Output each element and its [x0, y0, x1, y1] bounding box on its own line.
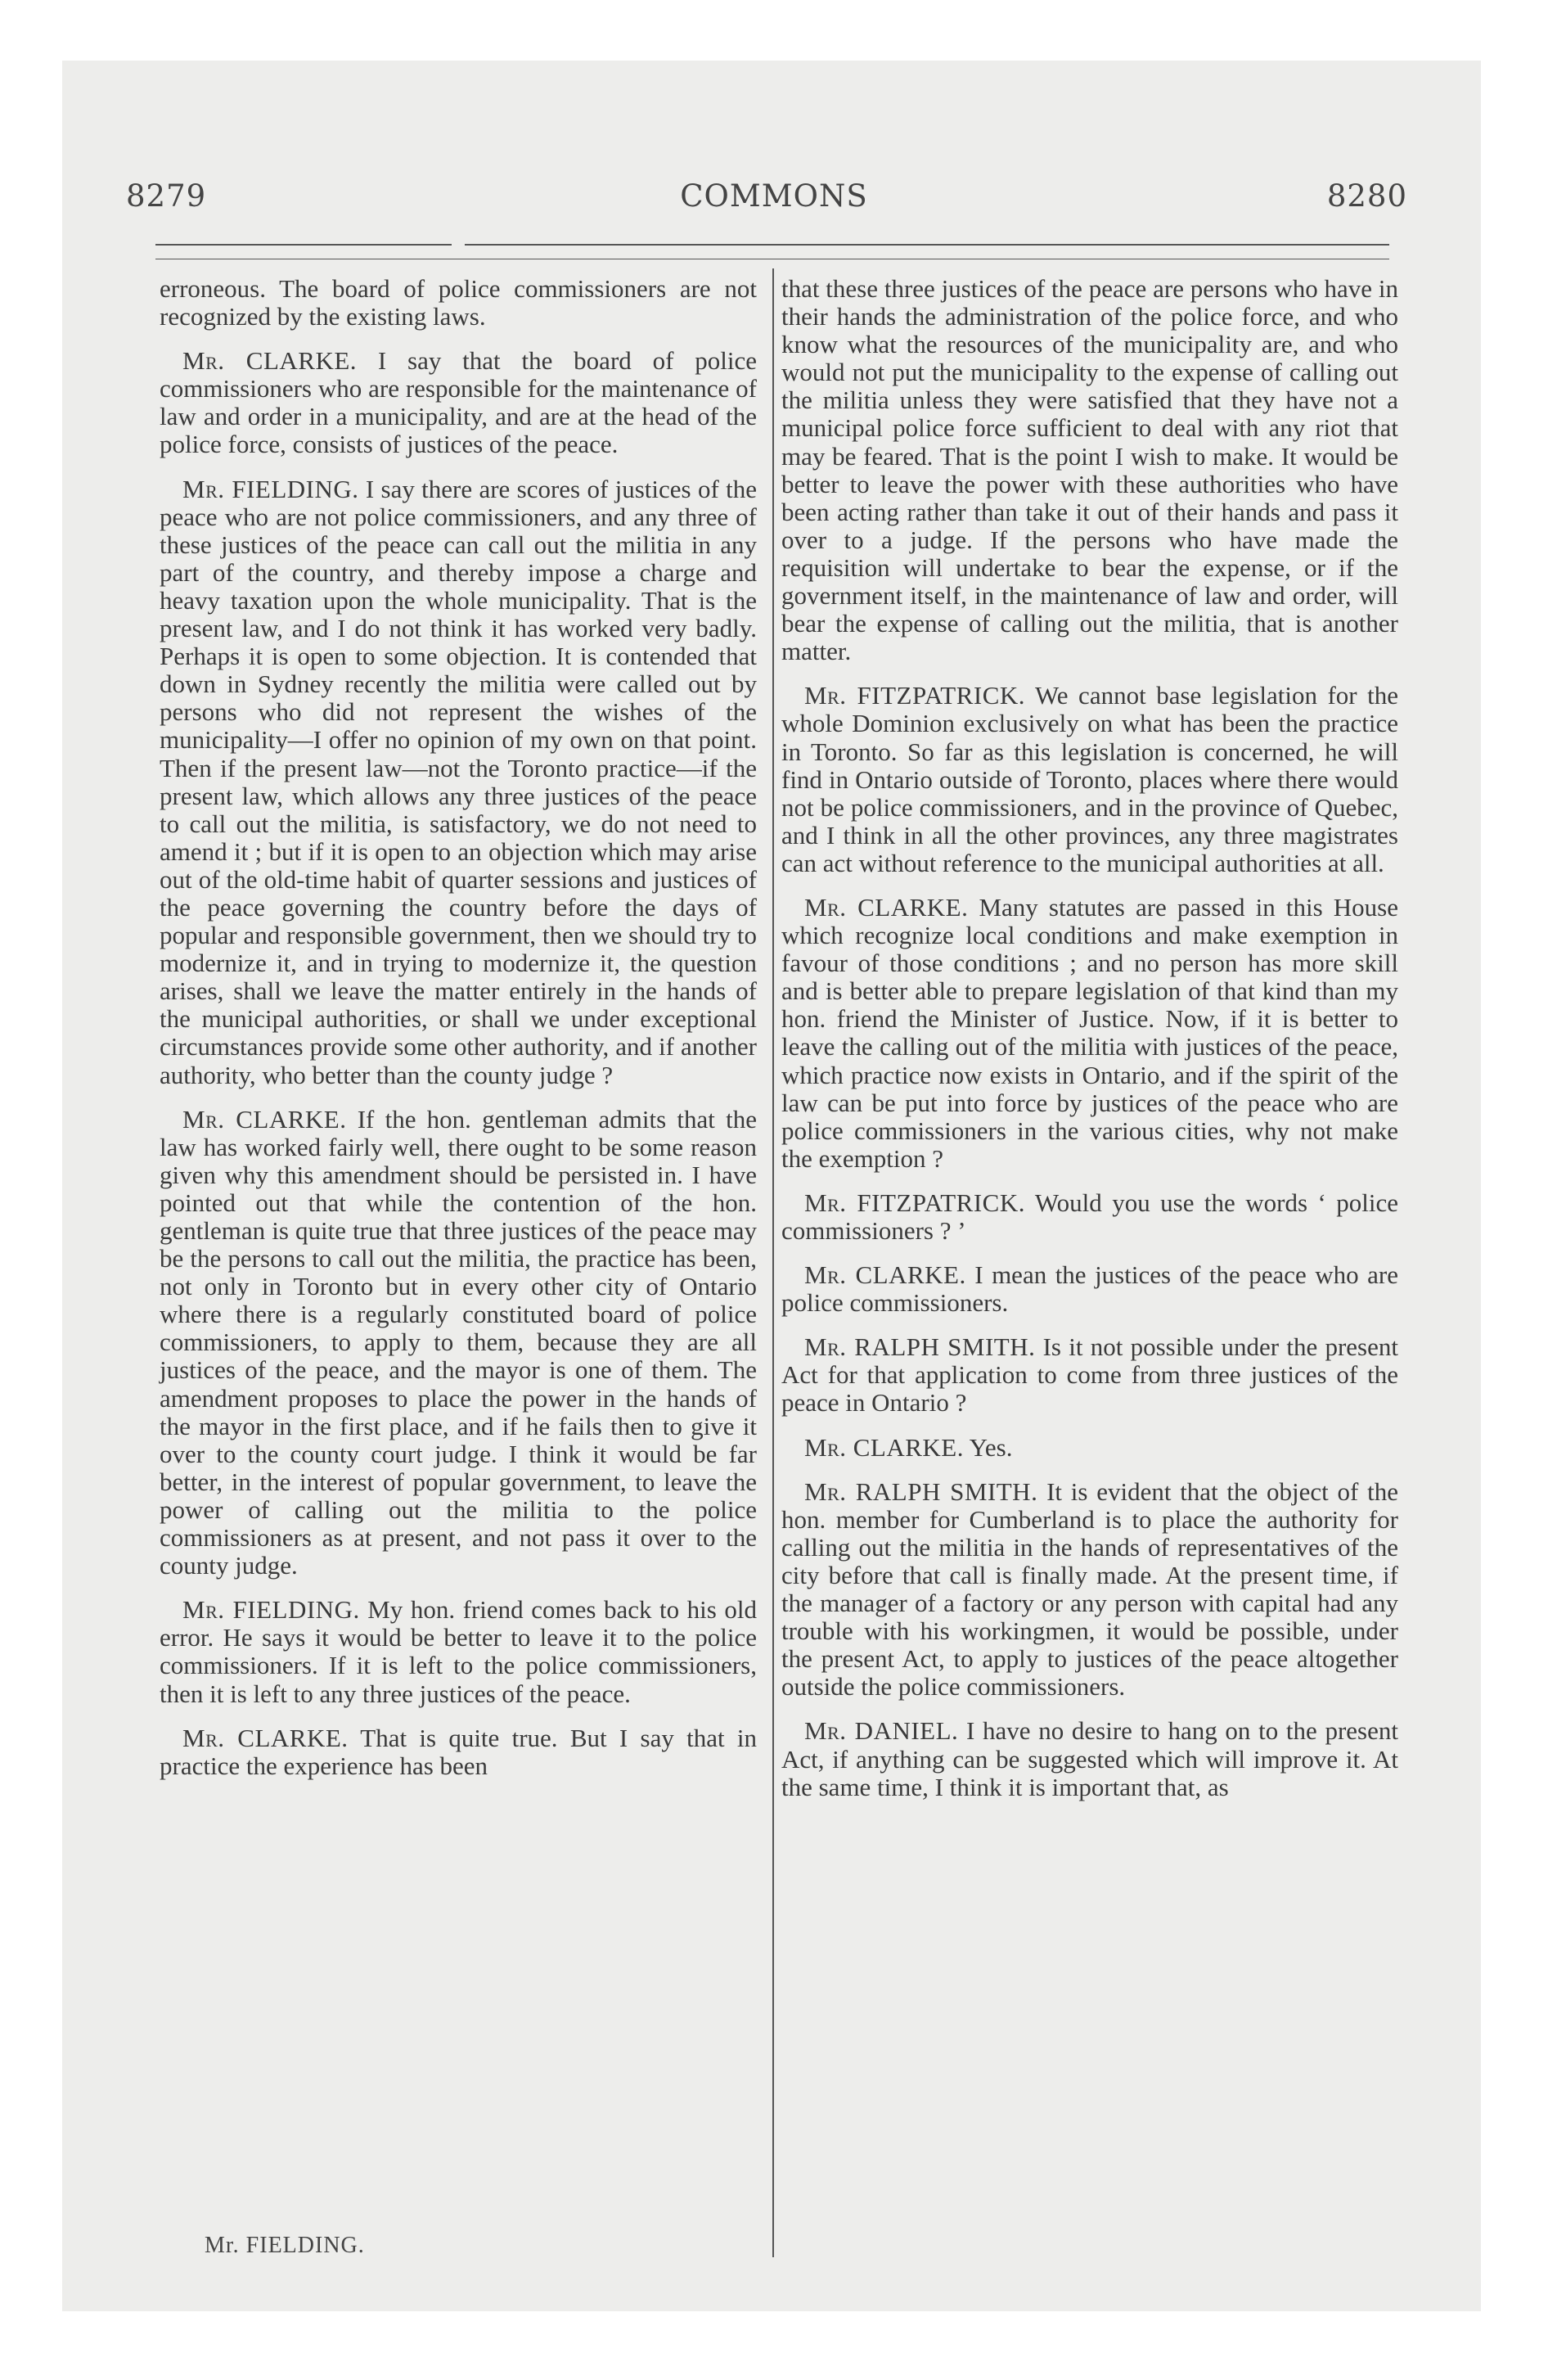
- speaker-name: Mr. CLARKE.: [182, 346, 358, 376]
- paragraph-text: My hon. friend comes back to his old error. He says it would be better to leave it to the police commissioners. If it is left to the police commissioners, then it is left to any three justices of the peace.: [160, 1595, 757, 1708]
- catchword: Mr. FIELDING.: [205, 2233, 365, 2258]
- left-column: [160, 275, 757, 1796]
- paragraph-text: Would you use the words ‘ police commissioners ? ’: [781, 1188, 1398, 1245]
- paragraph-text: That is quite true. But I say that in practice the experience has been: [160, 1723, 757, 1780]
- paragraph-text: Is it not possible under the present Act for that application to come from three justices of the peace in Ontario ?: [781, 1332, 1398, 1418]
- paragraph: [160, 1724, 757, 1780]
- paragraph: [160, 347, 757, 458]
- paragraph-text: I have no desire to hang on to the present Act, if anything can be suggested which will improve it. At the same time, I think it is important that, as: [781, 1716, 1398, 1801]
- paragraph: [160, 1106, 757, 1580]
- paragraph: [160, 275, 757, 331]
- header-rule-right: [465, 244, 1389, 246]
- running-title: COMMONS: [680, 178, 868, 214]
- paragraph: [160, 476, 757, 1089]
- paragraph-text: I mean the justices of the peace who are police commissioners.: [781, 1260, 1398, 1318]
- paragraph: [781, 1478, 1398, 1702]
- paragraph: [781, 275, 1398, 665]
- paragraph: [781, 894, 1398, 1173]
- speaker-name: Mr. DANIEL.: [804, 1716, 959, 1746]
- paragraph-text: Yes.: [964, 1432, 1013, 1462]
- paragraph: [781, 1717, 1398, 1801]
- paragraph: [781, 1434, 1398, 1462]
- paragraph-text: erroneous. The board of police commissioners are not recognized by the existing laws.: [160, 274, 757, 331]
- speaker-name: Mr. FIELDING.: [182, 1595, 360, 1625]
- speaker-name: Mr. CLARKE.: [804, 1260, 966, 1290]
- paragraph-text: It is evident that the object of the hon. member for Cumberland is to place the authority for calling out the militia in the hands of representatives of the city before that call is finally made. At the present time, if the manager of a factory or any person with capital had any trouble with his workingmen, it would be possible, under the present Act, to apply to justices of the peace altogether outside the police commissioners.: [781, 1476, 1398, 1702]
- speaker-name: Mr. CLARKE.: [182, 1104, 347, 1134]
- paragraph-text: We cannot base legislation for the whole Dominion exclusively on what has been the practice in Toronto. So far as this legislation is concerned, he will find in Ontario outside of Toronto, places where there would not be police commissioners, and in the province of Quebec, and I think in all the other provinces, any three magistrates can act without reference to the municipal authorities at all.: [781, 681, 1398, 877]
- paragraph-text: If the hon. gentleman admits that the law has worked fairly well, there ought to be some reason given why this amendment should be persisted in. I have pointed out that while the contention of the hon. gentleman is quite true that three justices of the peace may be the persons to call out the militia, the practice has been, not only in Toronto but in every other city of Ontario where there is a regularly constituted board of police commissioners, to apply to them, because they are all justices of the peace, and the mayor is one of them. The amendment proposes to place the power in the hands of the mayor in the first place, and if he fails then to give it over to the county court judge. I think it would be far better, in the interest of popular government, to leave the power of calling out the militia to the police commissioners as at present, and not pass it over to the county judge.: [160, 1104, 757, 1580]
- speaker-name: Mr. CLARKE.: [804, 1432, 964, 1462]
- paragraph-text: Many statutes are passed in this House which recognize local conditions and make exemption in favour of those conditions ; and no person has more skill and is better able to prepare legislation of that kind than my hon. friend the Minister of Justice. Now, if it is better to leave the calling out of the militia with justices of the peace, which practice now exists in Ontario, and if the spirit of the law can be put into force by justices of the peace who are police commissioners in the various cities, why not make the exemption ?: [781, 892, 1398, 1173]
- speaker-name: Mr. RALPH SMITH.: [804, 1332, 1036, 1362]
- column-divider: [772, 268, 774, 2257]
- paragraph-text: that these three justices of the peace are persons who have in their hands the administration of the police force, and who know what the resources of the municipality are, and who would not put the municipality to the expense of calling out the militia unless they were satisfied that they have not a municipal police force sufficient to deal with any riot that may be feared. That is the point I wish to make. It would be better to leave the power with these authorities who have been acting rather than take it out of their hands and pass it over to a judge. If the persons who have made the requisition will undertake to bear the expense, or if the government itself, in the maintenance of law and order, will bear the expense of calling out the militia, that is another matter.: [781, 274, 1398, 666]
- page-number-right: 8280: [1326, 178, 1407, 214]
- speaker-name: Mr. RALPH SMITH.: [804, 1476, 1038, 1506]
- speaker-name: Mr. FIELDING.: [182, 474, 359, 503]
- paragraph: [781, 1333, 1398, 1417]
- speaker-name: Mr. FITZPATRICK.: [804, 1188, 1025, 1217]
- paragraph: [781, 682, 1398, 877]
- speaker-name: Mr. FITZPATRICK.: [804, 681, 1026, 710]
- right-column: [781, 275, 1398, 1818]
- paragraph: [781, 1189, 1398, 1245]
- speaker-name: Mr. CLARKE.: [182, 1723, 349, 1752]
- paragraph: [781, 1261, 1398, 1317]
- paragraph: [160, 1596, 757, 1707]
- header-rule-left: [155, 244, 452, 246]
- paragraph-text: I say there are scores of justices of the peace who are not police commissioners, and any three of these justices of the peace can call out the militia in any part of the country, and thereby impose a charge and heavy taxation upon the whole municipality. That is the present law, and I do not think it has worked very badly. Perhaps it is open to some objection. It is contended that down in Sydney recently the militia were called out by persons who did not represent the wishes of the municipality—I offer no opinion of my own on that point. Then if the present law—not the Toronto practice—if the present law, which allows any three justices of the peace to call out the militia, is satisfactory, we do not need to amend it ; but if it is open to an objection which may arise out of the old-time habit of quarter sessions and justices of the peace governing the country before the days of popular and responsible government, then we should try to modernize it, and in trying to modernize it, the question arises, shall we leave the matter entirely in the hands of the municipal authorities, or shall we under exceptional circumstances provide some other authority, and if another authority, who better than the county judge ?: [160, 474, 757, 1089]
- paragraph-text: I say that the board of police commissioners who are responsible for the maintenance of law and order in a municipality, and are at the head of the police force, consists of justices of the peace.: [160, 346, 757, 459]
- speaker-name: Mr. CLARKE.: [804, 892, 969, 922]
- page-number-left: 8279: [126, 178, 207, 214]
